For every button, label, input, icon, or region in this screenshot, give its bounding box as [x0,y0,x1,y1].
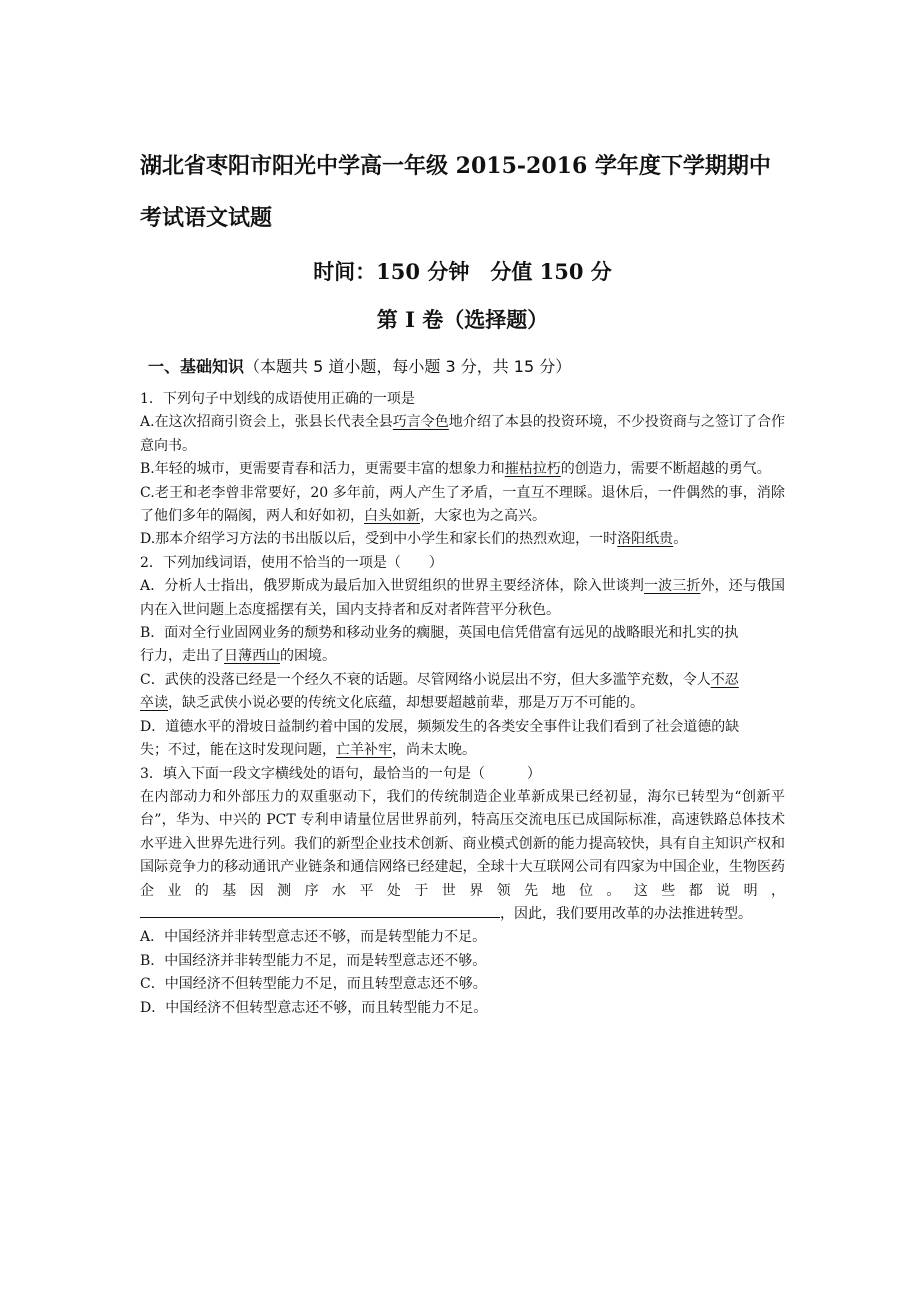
q1-b-idiom: 摧枯拉朽 [504,461,561,478]
q3-option-c: C．中国经济不但转型能力不足，而且转型意志还不够。 [140,976,487,993]
q2-option-b-line2: 行力，走出了日薄西山的困境。 [140,648,336,665]
q3-passage: 在内部动力和外部压力的双重驱动下，我们的传统制造企业革新成果已经初显，海尔已转型为“创新平台”，华为、中兴的 PCT 专利申请量位居世界前列，特高压交流电压已成国际标准，高速铁路总体技术水平进入世界先进行列。我们的新型企业技术创新、商业模式创新的能力提高较快，具有自主知识产权和国际竞争力的移动通讯产业链条和通信网络已经建起，全球十大互联网公司有四家为中国企业，生物医药企业的基因测序水平处于世界领先地位。这些都说明，，因此，我们要用改革的办法推进转型。 [140,788,785,922]
q1-option-c: C.老王和老李曾非常要好，20 多年前，两人产生了矛盾，一直互不理睬。退休后，一件偶然的事，消除了他们多年的隔阂，两人和好如初，白头如新，大家也为之高兴。 [140,484,785,525]
q3-option-d: D．中国经济不但转型意志还不够，而且转型能力不足。 [140,999,488,1016]
q1-d-idiom: 洛阳纸贵 [617,531,674,548]
q1-a-idiom: 巧言令色 [392,414,449,431]
q3-option-b: B．中国经济并非转型能力不足，而是转型意志还不够。 [140,952,487,969]
q2-option-c-line1: C．武侠的没落已经是一个经久不衰的话题。尽管网络小说层出不穷，但大多滥竽充数，令人不忍 [140,671,739,688]
exam-title-line2: 考试语文试题 [140,205,273,231]
q2-c-idiom-part2: 卒读 [140,695,168,712]
q1-option-a: A.在这次招商引资会上，张县长代表全县巧言令色地介绍了本县的投资环境，不少投资商与之签订了合作意向书。 [140,414,786,454]
time-info: 时间：150 分钟 分值 150 分 [313,259,612,284]
q2-option-d-line1: D．道德水平的滑坡日益制约着中国的发展，频频发生的各类安全事件让我们看到了社会道德的缺 [140,718,740,735]
exam-title-line1: 湖北省枣阳市阳光中学高一年级 2015-2016 学年度下学期期中 [140,153,771,179]
q2-option-c-line2: 卒读，缺乏武侠小说必要的传统文化底蕴，却想要超越前辈，那是万万不可能的。 [140,695,644,712]
volume-title: 第 I 卷（选择题） [376,307,549,332]
q1-option-d: D.那本介绍学习方法的书出版以后，受到中小学生和家长们的热烈欢迎，一时洛阳纸贵。 [140,531,688,548]
section-heading-label: 一、基础知识 [148,357,245,376]
q2-c-idiom-part1: 不忍 [710,671,739,688]
section-heading [148,352,785,382]
q2-option-a: A．分析人士指出，俄罗斯成为最后加入世贸组织的世界主要经济体，除入世谈判一波三折外，还与俄国内在入世问题上态度摇摆有关，国内支持者和反对者阵营平分秋色。 [140,578,786,618]
q2-option-d-line2: 失；不过，能在这时发现问题，亡羊补牢，尚未太晚。 [140,742,476,759]
q1-c-idiom: 白头如新 [364,508,420,525]
q3-stem: 3．填入下面一段文字横线处的语句，最恰当的一句是（ ） [140,765,541,782]
q3-option-a: A．中国经济并非转型意志还不够，而是转型能力不足。 [140,929,487,946]
q2-stem: 2．下列加线词语，使用不恰当的一项是（ ） [140,554,443,571]
q3-fill-blank[interactable] [140,903,500,918]
q2-d-idiom: 亡羊补牢 [336,742,392,759]
q2-option-b-line1: B．面对全行业固网业务的颓势和移动业务的瘸腿，英国电信凭借富有远见的战略眼光和扎实的执 [140,625,739,642]
q1-stem: 1．下列句子中划线的成语使用正确的一项是 [140,391,415,407]
exam-page [140,140,785,1020]
section-heading-note: （本题共 5 道小题，每小题 3 分，共 15 分） [244,357,572,376]
q2-a-idiom: 一波三折 [644,578,701,595]
q1-option-b: B.年轻的城市，更需要青春和活力，更需要丰富的想象力和摧枯拉朽的创造力，需要不断超越的勇气。 [140,461,771,478]
q2-b-idiom: 日薄西山 [224,648,280,665]
